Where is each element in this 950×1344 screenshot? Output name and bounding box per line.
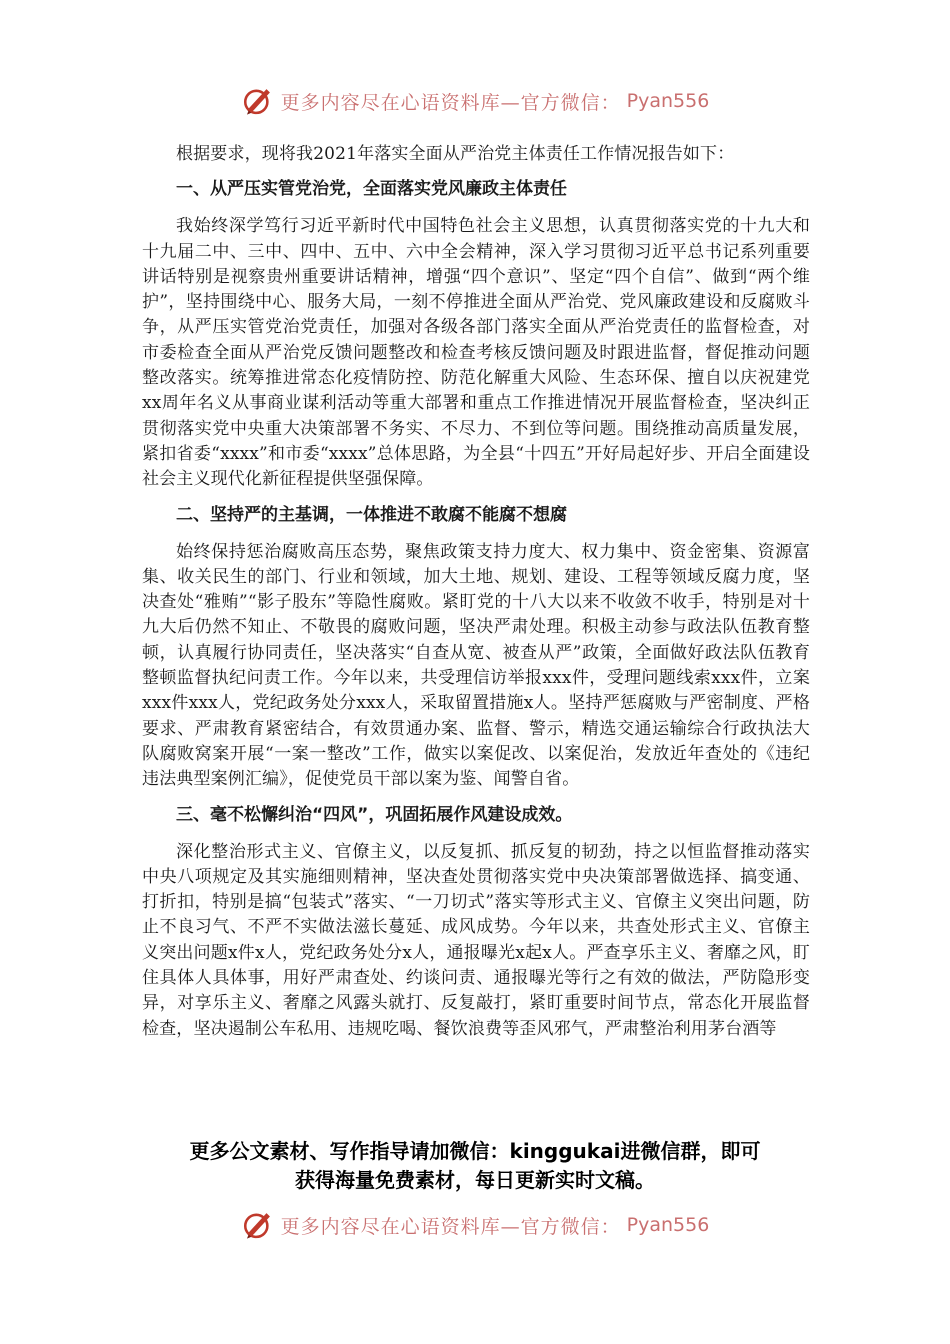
header-watermark xyxy=(0,84,950,118)
section-body-2: 始终保持惩治腐败高压态势，聚焦政策支持力度大、权力集中、资金密集、资源富集、收关民生的部门、行业和领域，加大土地、规划、建设、工程等领域反腐力度，坚决查处“雅贿”“影子股东”等隐性腐败。紧盯党的十八大以来不收敛不收手，特别是对十九大后仍然不知止、不敬畏的腐败问题，坚决严肃处理。积极主动参与政法队伍教育整顿，认真履行协同责任，坚决落实“自查从宽、被查从严”政策，全面做好政法队伍教育整顿监督执纪问责工作。今年以来，共受理信访举报xxx件，受理问题线索xxx件，立案xxx件xxx人，党纪政务处分xxx人，采取留置措施x人。坚持严惩腐败与严密制度、严格要求、严肃教育紧密结合，有效贯通办案、监督、警示，精选交通运输综合行政执法大队腐败窝案开展“一案一整改”工作，做实以案促改、以案促治，发放近年查处的《违纪违法典型案例汇编》，促使党员干部以案为鉴、闻警自省。 xyxy=(142,541,810,790)
section-heading-3: 三、毫不松懈纠治“四风”，巩固拓展作风建设成效。 xyxy=(176,804,573,825)
watermark-text: 更多内容尽在心语资料库—官方微信： xyxy=(280,1215,621,1238)
intro-paragraph: 根据要求，现将我2021年落实全面从严治党主体责任工作情况报告如下： xyxy=(176,144,735,164)
pen-swirl-logo-icon xyxy=(241,84,275,118)
watermark-wechat-id: Pyan556 xyxy=(626,90,710,112)
watermark-text: 更多内容尽在心语资料库—官方微信： xyxy=(280,91,621,114)
section-body-1: 我始终深学笃行习近平新时代中国特色社会主义思想，认真贯彻落实党的十九大和十九届二中、三中、四中、五中、六中全会精神，深入学习贯彻习近平总书记系列重要讲话特别是视察贵州重要讲话精神，增强“四个意识”、坚定“四个自信”、做到“两个维护”，坚持围绕中心、服务大局，一刻不停推进全面从严治党、党风廉政建设和反腐败斗争，从严压实管党治党责任，加强对各级各部门落实全面从严治党责任的监督检查，对市委检查全面从严治党反馈问题整改和检查考核反馈问题及时跟进监督，督促推动问题整改落实。统筹推进常态化疫情防控、防范化解重大风险、生态环保、擅自以庆祝建党xx周年名义从事商业谋利活动等重大部署和重点工作推进情况开展监督检查，坚决纠正贯彻落实党中央重大决策部署不务实、不尽力、不到位等问题。围绕推动高质量发展，紧扣省委“xxxx”和市委“xxxx”总体思路，为全县“十四五”开好局起好步、开启全面建设社会主义现代化新征程提供坚强保障。 xyxy=(142,216,810,490)
watermark-wechat-id: Pyan556 xyxy=(626,1214,710,1236)
footer-ad-line-1: 更多公文素材、写作指导请加微信：kinggukai进微信群，即可 xyxy=(189,1139,761,1163)
footer-ad-line-2: 获得海量免费素材，每日更新实时文稿。 xyxy=(295,1168,655,1192)
section-body-3: 深化整治形式主义、官僚主义，以反复抓、抓反复的韧劲，持之以恒监督推动落实中央八项规定及其实施细则精神，坚决查处贯彻落实党中央决策部署做选择、搞变通、打折扣，特别是搞“包装式”落实、“一刀切式”落实等形式主义、官僚主义突出问题，防止不良习气、不严不实做法滋长蔓延、成风成势。今年以来，共查处形式主义、官僚主义突出问题x件x人，党纪政务处分x人，通报曝光x起x人。严查享乐主义、奢靡之风，盯住具体人具体事，用好严肃查处、约谈问责、通报曝光等行之有效的做法，严防隐形变异，对享乐主义、奢靡之风露头就打、反复敲打，紧盯重要时间节点，常态化开展监督检查，坚决遏制公车私用、违规吃喝、餐饮浪费等歪风邪气，严肃整治利用茅台酒等 xyxy=(142,841,810,1039)
section-heading-1: 一、从严压实管党治党，全面落实党风廉政主体责任 xyxy=(176,179,567,200)
footer-advertisement xyxy=(120,1137,830,1195)
pen-swirl-logo-icon xyxy=(241,1208,275,1242)
footer-watermark xyxy=(0,1208,950,1242)
document-body xyxy=(142,142,810,1052)
section-heading-2: 二、坚持严的主基调，一体推进不敢腐不能腐不想腐 xyxy=(176,504,567,525)
